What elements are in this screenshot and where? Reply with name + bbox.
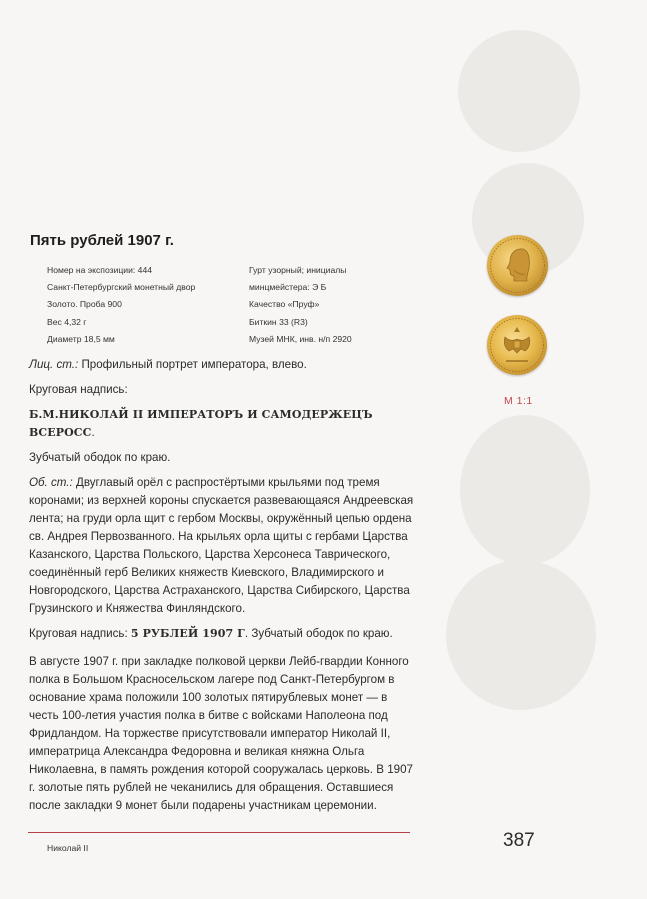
coin-obverse-image <box>487 235 548 296</box>
ghost-circle-1 <box>458 30 580 152</box>
spec-mint: Санкт-Петербургский монетный двор <box>47 282 196 293</box>
reverse-legend: 5 РУБЛЕЙ 1907 Г <box>130 627 245 640</box>
obverse-legend-end: . <box>91 426 95 439</box>
spec-museum: Музей МНК, инв. н/п 2920 <box>249 333 352 344</box>
double-headed-eagle-icon <box>487 315 547 375</box>
spec-quality: Качество «Пруф» <box>249 299 320 310</box>
obverse-label: Лиц. ст.: <box>29 358 79 371</box>
ghost-circle-3 <box>460 415 590 565</box>
obverse-legend-paragraph <box>29 406 414 442</box>
obverse-text: Профильный портрет императора, влево. <box>78 358 307 371</box>
page-number: 387 <box>503 830 535 851</box>
coin-reverse-image <box>487 315 547 375</box>
reverse-label: Об. ст.: <box>29 476 73 489</box>
circular-inscription-label: Круговая надпись: <box>29 383 128 396</box>
reverse-text: Двуглавый орёл с распростёртыми крыльями под тремя коронами; из верхней короны спускается развевающаяся Андреевская лента; на груди орла щит с гербом Москвы, окружённый цепью ордена св. Андрея Первозванного. На крыльях орла щиты с гербами Царства Казанского, Царства Польского, Царства Херсонеса Таврического, соединённый герб Великих княжеств Киевского, Владимирского и Новгородского, Царства Астраханского, Царства Сибирского, Царства Грузинского и Княжества Финляндского. <box>29 476 414 615</box>
spec-edge: Гурт узорный; инициалы <box>249 265 347 275</box>
ghost-circle-4 <box>446 560 596 710</box>
history-paragraph: В августе 1907 г. при закладке полковой церкви Лейб-гвардии Конного полка в Большом Красносельском лагере под Санкт-Петербургом в основание храма положили 100 золотых пятирублевых монет — в честь 100-летия участия полка в битве с войсками Наполеона под Фридландом. На торжестве присутствовали император Николай II, императрица Александра Федоровна и великая княжна Ольга Николаевна, в память рождения которой сооружалась церковь. В 1907 г. золотые пять рублей не чеканились для обращения. Оставшиеся после закладки 9 монет были подарены участникам церемонии. <box>29 655 413 812</box>
coin-title: Пять рублей 1907 г. <box>30 232 174 249</box>
spec-weight: Вес 4,32 г <box>47 316 87 327</box>
spec-diameter: Диаметр 18,5 мм <box>47 333 115 344</box>
spec-metal: Золото. Проба 900 <box>47 299 122 310</box>
obverse-legend: Б.М.НИКОЛАЙ II ИМПЕРАТОРЪ И САМОДЕРЖЕЦЪ ВСЕРОСС <box>29 408 373 439</box>
obverse-paragraph <box>29 356 414 374</box>
portrait-icon <box>487 235 548 296</box>
reverse-inscription-paragraph <box>29 625 414 643</box>
reverse-paragraph <box>29 474 414 618</box>
spec-mintmaster: минцмейстера: Э Б <box>249 282 327 293</box>
reverse-inscription-prefix: Круговая надпись: <box>29 627 131 640</box>
scale-label: М 1:1 <box>504 395 533 407</box>
footer-section-name: Николай II <box>47 843 89 853</box>
spec-exhibit-number: Номер на экспозиции: 444 <box>47 265 153 275</box>
specs-left-column <box>47 262 195 348</box>
spec-bitkin: Биткин 33 (R3) <box>249 316 308 327</box>
coin-description <box>29 356 414 822</box>
reverse-inscription-suffix: . Зубчатый ободок по краю. <box>244 627 393 640</box>
footer-rule <box>28 832 410 833</box>
specs-right-column <box>249 262 352 348</box>
obverse-edge: Зубчатый ободок по краю. <box>29 451 171 464</box>
